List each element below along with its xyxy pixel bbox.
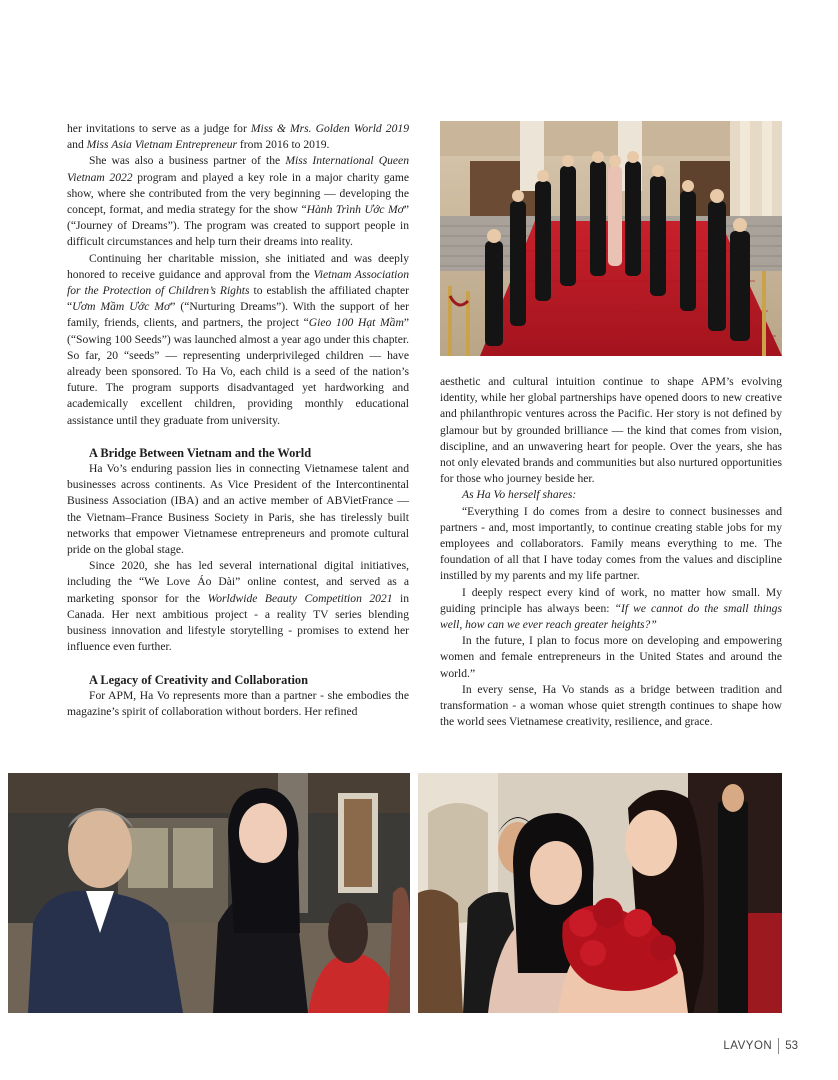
photo-red-carpet-group bbox=[440, 121, 782, 356]
text-run: program and played a key role in a major charity game show, where she contributed from the very beginning — developing the concept, format, and media strategy for the show “ bbox=[67, 170, 409, 217]
text-run: from 2016 to 2019. bbox=[237, 138, 330, 152]
page-footer bbox=[723, 1038, 798, 1054]
quote-paragraph-1 bbox=[440, 504, 782, 585]
text-run: For APM, Ha Vo represents more than a partner - she embodies the magazine’s spirit of collaboration without borders. Her refined bbox=[67, 688, 409, 718]
italic-text-run: Vietnam Association for the Protection of Children’s Rights bbox=[67, 267, 409, 298]
italic-text-run: Hành Trình Ước Mơ bbox=[306, 203, 404, 217]
text-run: ” (“Nurturing Dreams”). With the support of her family, friends, clients, and partners, the project “ bbox=[67, 300, 409, 330]
paragraph-passion bbox=[67, 461, 409, 558]
text-run: aesthetic and cultural intuition continue to shape APM’s evolving identity, while her global partnerships have opened doors to new creative and philanthropic ventures across the Pacific. Her story is not defined by glamour but by grounded brilliance — the kind that comes from vision, discipline, and an unwavering heart for people. Over the years, she has not only elevated brands and communities but also nurtured opportunities for those who journey beside her. bbox=[440, 375, 782, 486]
italic-text-run: “If we cannot do the small things well, how can we ever reach greater heights?” bbox=[440, 601, 782, 632]
paragraph-herself-shares bbox=[440, 487, 782, 503]
text-run: Ha Vo’s enduring passion lies in connecting Vietnamese talent and businesses across continents. As Vice President of the Intercontinental Business Association (IBA) and an active member of ABVietFrance — the Vietnam–France Business Society in Paris, she has tirelessly built networks that empower Vietnamese entrepreneurs and promote cultural pride on the global stage. bbox=[67, 462, 409, 557]
page-number: 53 bbox=[785, 1040, 798, 1052]
text-run: ” (“Journey of Dreams”). The program was created to support people in difficult circumstances and help turn their dreams into reality. bbox=[67, 203, 409, 249]
photo-two-women bbox=[418, 773, 782, 1013]
italic-text-run: Miss Asia Vietnam Entrepreneur bbox=[86, 138, 238, 152]
text-run: Since 2020, she has led several international digital initiatives, including the “We Love Áo Dài” online contest, and served as a marketing sponsor for the bbox=[67, 559, 409, 605]
paragraph-digital-initiatives bbox=[67, 558, 409, 655]
italic-text-run: As Ha Vo herself shares: bbox=[462, 488, 577, 502]
text-run: to establish the affiliated chapter “ bbox=[67, 284, 409, 314]
paragraph-business-partner bbox=[67, 153, 409, 250]
section-heading-bridge: A Bridge Between Vietnam and the World bbox=[89, 445, 312, 460]
text-run: “Everything I do comes from a desire to connect businesses and partners - and, most importantly, to continue creating stable jobs for my employees and collaborators. Family means everything to me. The foundation of all that I have today comes from the values and discipline instilled by my parents and my life partner. bbox=[440, 504, 782, 583]
quote-paragraph-2 bbox=[440, 585, 782, 634]
text-run: I deeply respect every kind of work, no matter how small. My guiding principle has always been: bbox=[440, 585, 782, 615]
text-run: ” (“Sowing 100 Seeds”) was launched almost a year ago under this chapter. So far, 20 “seeds” — representing underprivileged children — have already been sponsored. To Ha Vo, each child is a seed of the nation’s future. The program supports disadvantaged yet hardworking and academically excellent children, providing monthly educational assistance until they graduate from university. bbox=[67, 316, 409, 427]
magazine-name: LAVYON bbox=[723, 1040, 773, 1052]
italic-text-run: Worldwide Beauty Competition 2021 bbox=[207, 591, 393, 605]
text-run: She was also a business partner of the bbox=[89, 154, 286, 168]
italic-text-run: Miss International Queen Vietnam 2022 bbox=[67, 154, 409, 184]
text-run: In every sense, Ha Vo stands as a bridge between tradition and transformation - a woman whose quiet strength continues to shape how the world sees Vietnamese creativity, resilience, and grace. bbox=[440, 682, 782, 729]
section-heading-legacy: A Legacy of Creativity and Collaboration bbox=[89, 672, 309, 687]
photo-conversation bbox=[8, 773, 410, 1013]
article-left-column bbox=[67, 121, 409, 720]
paragraph-apm-partner bbox=[67, 688, 409, 720]
paragraph-judge-invitations bbox=[67, 121, 409, 153]
text-run: In the future, I plan to focus more on developing and empowering women and female entrepreneurs in the United States and around the world.” bbox=[440, 634, 782, 680]
text-run: in Canada. Her next ambitious project - a reality TV series blending business innovation and lifestyle storytelling - promises to extend her influence even further. bbox=[67, 591, 409, 654]
text-run: and bbox=[67, 138, 87, 152]
footer-divider bbox=[778, 1038, 779, 1054]
text-run: her invitations to serve as a judge for bbox=[67, 122, 251, 135]
article-right-column bbox=[440, 374, 782, 730]
italic-text-run: Ươm Mầm Ước Mơ bbox=[72, 300, 171, 314]
italic-text-run: Miss & Mrs. Golden World 2019 bbox=[250, 122, 409, 135]
paragraph-closing bbox=[440, 682, 782, 731]
paragraph-charitable-mission bbox=[67, 251, 409, 429]
quote-paragraph-3 bbox=[440, 633, 782, 682]
paragraph-aesthetic bbox=[440, 374, 782, 487]
text-run: Continuing her charitable mission, she initiated and was deeply honored to receive guidance and approval from the bbox=[67, 251, 409, 281]
italic-text-run: Gieo 100 Hạt Mầm bbox=[308, 316, 404, 330]
